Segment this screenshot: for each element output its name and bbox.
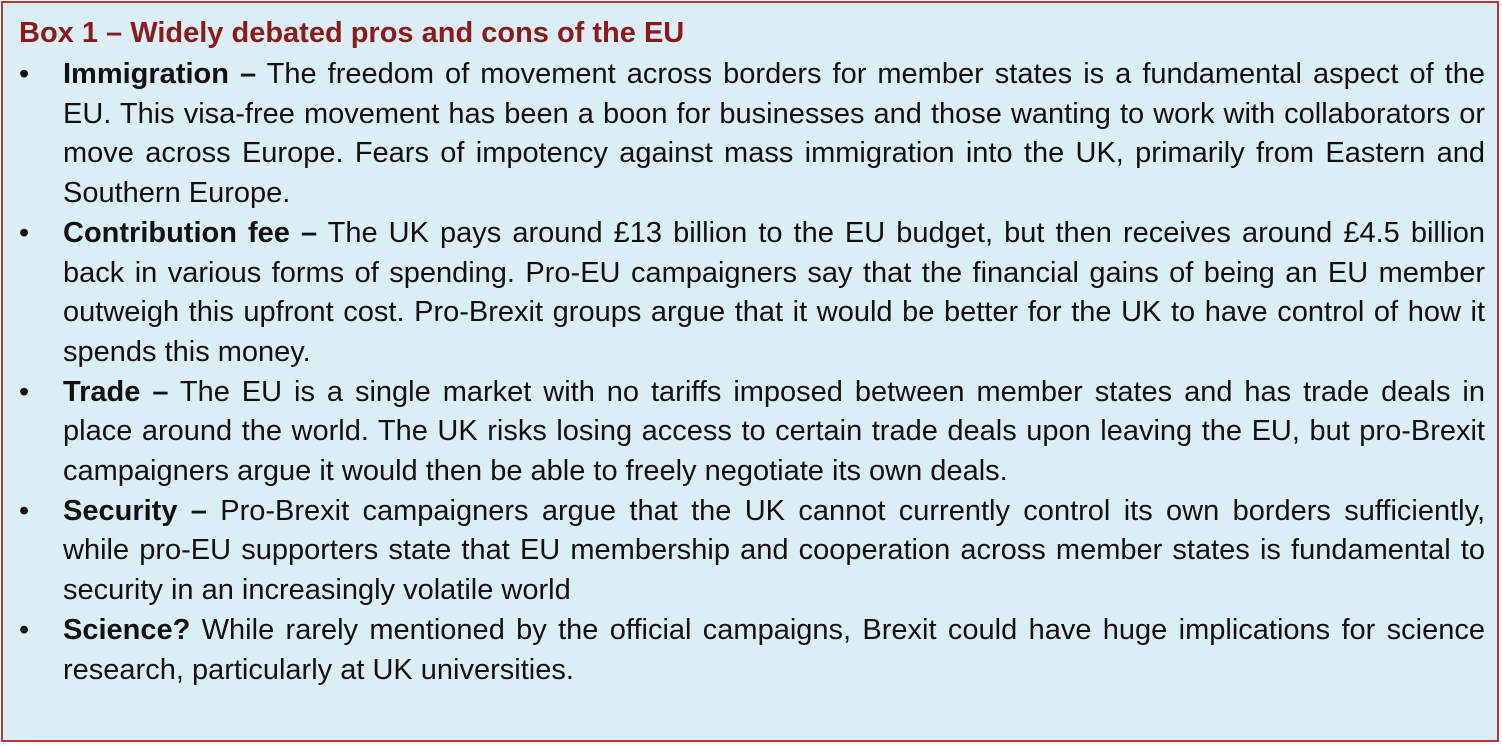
bullet-list — [3, 55, 1497, 690]
list-item-contribution-fee — [3, 214, 1497, 373]
item-term: Security – — [63, 494, 207, 527]
list-item-security — [3, 492, 1497, 611]
item-term: Trade – — [63, 375, 169, 408]
item-term: Immigration – — [63, 58, 257, 90]
bullet-icon: • — [19, 216, 30, 249]
info-box — [1, 1, 1499, 742]
list-item-trade — [3, 373, 1497, 492]
bullet-icon: • — [19, 58, 30, 90]
list-item-science — [3, 611, 1497, 690]
bullet-icon: • — [19, 375, 30, 408]
item-text: The UK pays around £13 billion to the EU budget, but then receives around £4.5 billion back in various forms of spending. Pro-EU campaigners say that the financial gains of being an EU member outweigh this upfront cost. Pro-Brexit groups argue that it would be better for the UK to have control of how it spends this money. — [63, 216, 1485, 368]
item-text: The EU is a single market with no tariffs imposed between member states and has trade deals in place around the world. The UK risks losing access to certain trade deals upon leaving the EU, but pro-Brexit campaigners argue it would then be able to freely negotiate its own deals. — [63, 375, 1486, 488]
bullet-icon: • — [19, 613, 30, 646]
item-term: Science? — [63, 613, 191, 646]
item-text: The freedom of movement across borders for member states is a fundamental aspect of the EU. This visa-free movement has been a boon for businesses and those wanting to work with collaborators or move across Europe. Fears of impotency against mass immigration into the UK, primarily from Eastern and Southern Europe. — [63, 58, 1485, 210]
item-text: Pro-Brexit campaigners argue that the UK cannot currently control its own borders sufficiently, while pro-EU supporters state that EU membership and cooperation across member states is fundamental to security in an increasingly volatile world — [63, 494, 1485, 607]
bullet-icon: • — [19, 494, 30, 527]
item-text: While rarely mentioned by the official campaigns, Brexit could have huge implications for science research, particularly at UK universities. — [63, 613, 1485, 686]
item-term: Contribution fee – — [63, 216, 318, 249]
list-item-immigration — [3, 55, 1497, 214]
box-title: Box 1 – Widely debated pros and cons of the EU — [19, 17, 685, 49]
